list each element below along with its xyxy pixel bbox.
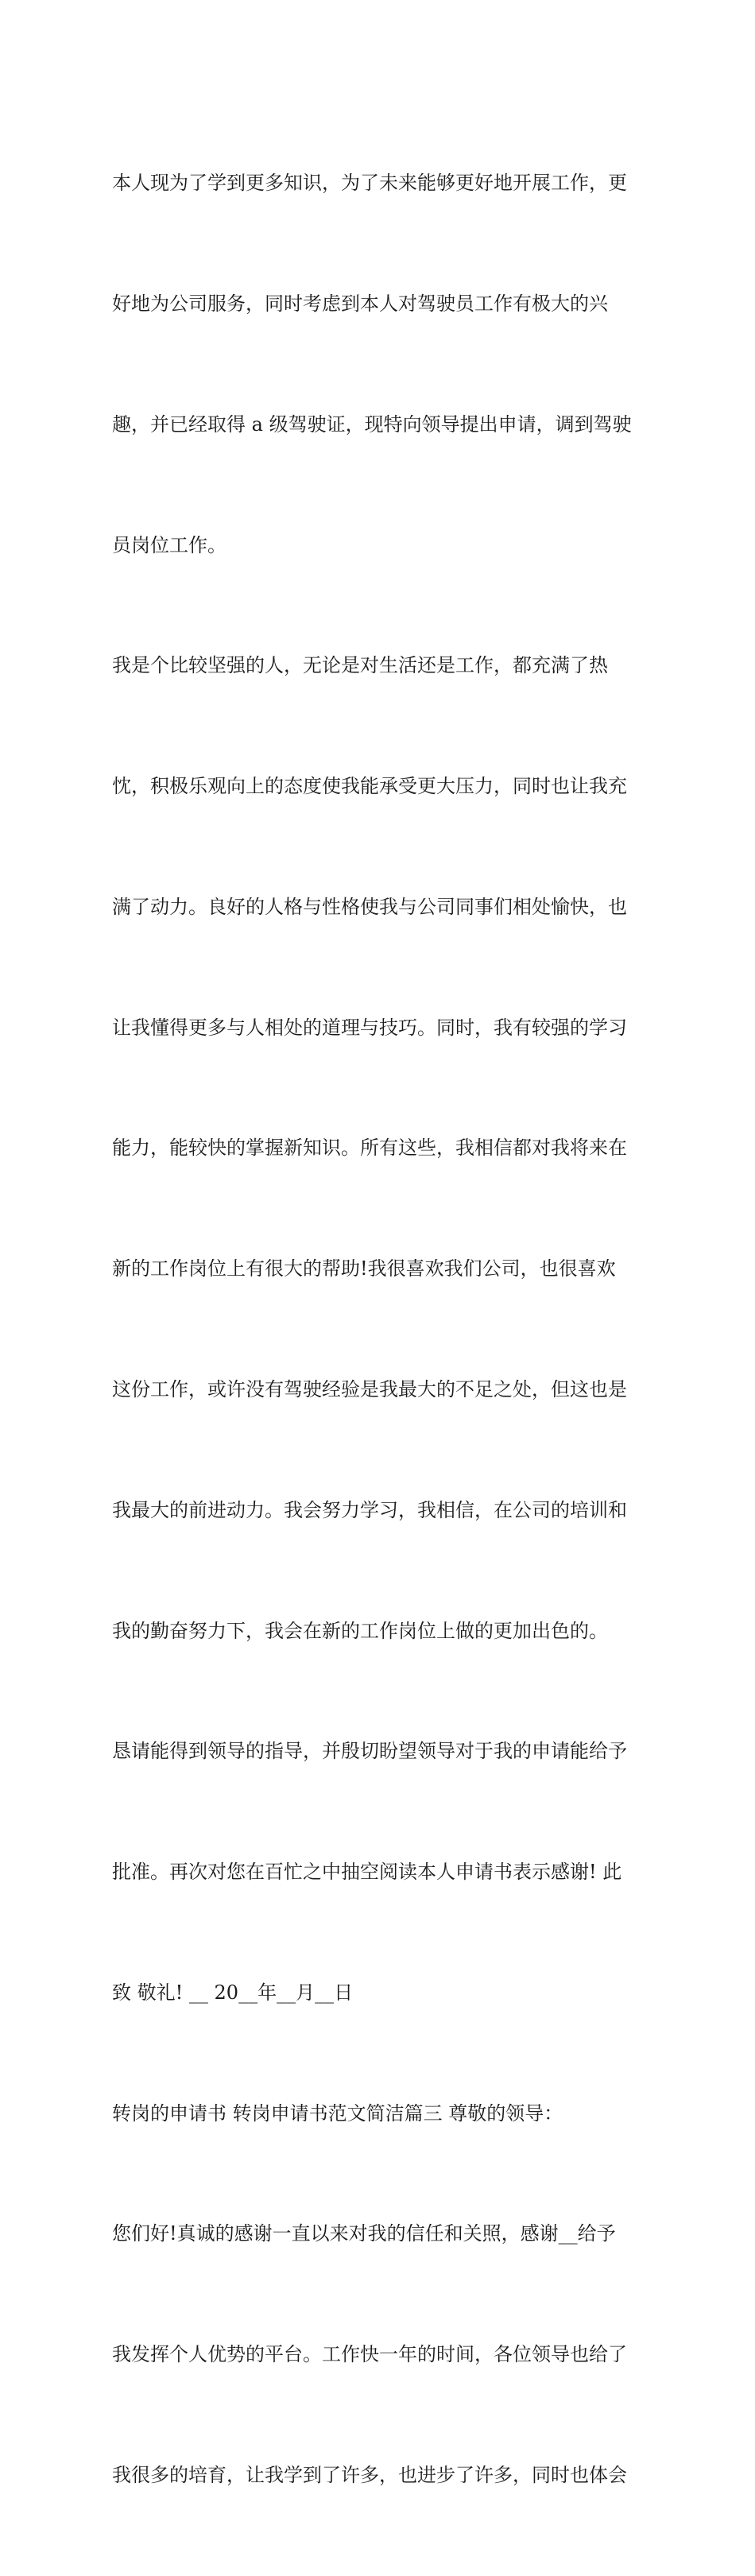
text-line: 新的工作岗位上有很大的帮助!我很喜欢我们公司，也很喜欢 — [112, 1257, 616, 1280]
text-line: 让我懂得更多与人相处的道理与技巧。同时，我有较强的学习 — [112, 1016, 627, 1039]
text-line: 转岗的申请书 转岗申请书范文简洁篇三 尊敬的领导： — [112, 2101, 563, 2125]
text-line: 本人现为了学到更多知识，为了未来能够更好地开展工作，更 — [112, 172, 627, 195]
text-line: 趣，并已经取得 a 级驾驶证，现特向领导提出申请，调到驾驶 — [112, 413, 632, 436]
text-line: 这份工作，或许没有驾驶经验是我最大的不足之处，但这也是 — [112, 1378, 627, 1400]
text-line: 您们好!真诚的感谢一直以来对我的信任和关照，感谢__给予 — [112, 2222, 616, 2245]
text-line: 致 敬礼! __ 20__年__月__日 — [112, 1981, 354, 2004]
document-body — [112, 83, 660, 2576]
text-line: 忱，积极乐观向上的态度使我能承受更大压力，同时也让我充 — [112, 775, 627, 798]
text-line: 批准。再次对您在百忙之中抽空阅读本人申请书表示感谢! 此 — [112, 1861, 622, 1884]
text-line: 满了动力。良好的人格与性格使我与公司同事们相处愉快，也 — [112, 895, 627, 918]
text-line: 我最大的前进动力。我会努力学习，我相信，在公司的培训和 — [112, 1498, 627, 1521]
text-line: 恳请能得到领导的指导，并殷切盼望领导对于我的申请能给予 — [112, 1740, 627, 1763]
text-line: 我发挥个人优势的平台。工作快一年的时间，各位领导也给了 — [112, 2343, 627, 2366]
text-line: 能力，能较快的掌握新知识。所有这些，我相信都对我将来在 — [112, 1137, 627, 1160]
text-line: 我很多的培育，让我学到了许多，也进步了许多，同时也体会 — [112, 2464, 627, 2487]
text-line: 我是个比较坚强的人，无论是对生活还是工作，都充满了热 — [112, 654, 608, 677]
text-line: 好地为公司服务，同时考虑到本人对驾驶员工作有极大的兴 — [112, 292, 608, 315]
text-line: 员岗位工作。 — [112, 533, 226, 556]
text-line: 我的勤奋努力下，我会在新的工作岗位上做的更加出色的。 — [112, 1619, 608, 1642]
